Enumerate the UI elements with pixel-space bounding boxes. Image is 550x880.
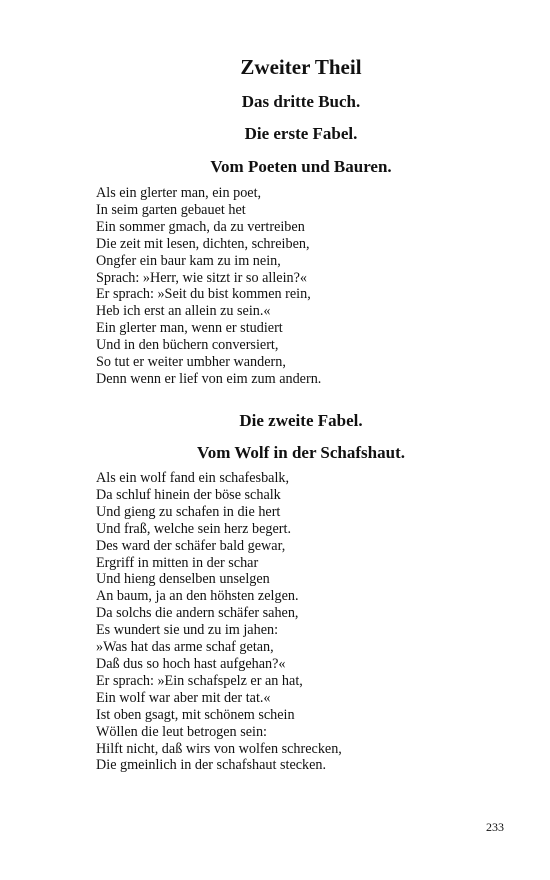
verse-line: Er sprach: »Ein schafspelz er an hat, — [96, 672, 303, 689]
verse-line: Des ward der schäfer bald gewar, — [96, 537, 286, 554]
verse-line: Als ein wolf fand ein schafesbalk, — [96, 470, 290, 486]
fable-2-number: Die zweite Fabel. — [239, 411, 363, 430]
verse-line: »Was hat das arme schaf getan, — [96, 639, 274, 656]
verse-line: Die zeit mit lesen, dichten, schreiben, — [96, 235, 310, 252]
verse-line: Da schluf hinein der böse schalk — [96, 486, 281, 503]
verse-line: Und fraß, welche sein herz begert. — [96, 520, 291, 537]
verse-line: Er sprach: »Seit du bist kommen rein, — [96, 286, 311, 303]
verse-line: Als ein glerter man, ein poet, — [96, 185, 262, 201]
fable-1-number: Die erste Fabel. — [244, 124, 358, 143]
verse-line: Ein wolf war aber mit der tat.« — [96, 689, 271, 706]
fable-1-verse — [96, 185, 321, 388]
verse-line: Ist oben gsagt, mit schönem schein — [96, 706, 295, 723]
verse-line: Und gieng zu schafen in die hert — [96, 503, 281, 520]
verse-line: An baum, ja an den höhsten zelgen. — [96, 588, 299, 605]
verse-line: Ergriff in mitten in der schar — [96, 554, 259, 571]
verse-line: Ongfer ein baur kam zu im nein, — [96, 252, 281, 269]
page-number: 233 — [486, 820, 504, 834]
verse-line: Heb ich erst an allein zu sein.« — [96, 303, 271, 320]
verse-line: Und hieng denselben unselgen — [96, 571, 270, 588]
verse-line: Ein glerter man, wenn er studiert — [96, 320, 283, 337]
verse-line: Die gmeinlich in der schafshaut stecken. — [96, 757, 327, 774]
part-title: Zweiter Theil — [240, 55, 362, 79]
verse-line: Da solchs die andern schäfer sahen, — [96, 605, 299, 622]
verse-line: Es wundert sie und zu im jahen: — [96, 622, 279, 639]
verse-line: Wöllen die leut betrogen sein: — [96, 723, 267, 740]
verse-line: Sprach: »Herr, wie sitzt ir so allein?« — [96, 269, 307, 286]
verse-line: Und in den büchern conversiert, — [96, 337, 279, 354]
verse-line: Ein sommer gmach, da zu vertreiben — [96, 218, 305, 235]
verse-line: Daß dus so hoch hast aufgehan?« — [96, 655, 286, 672]
fable-2-title: Vom Wolf in der Schafshaut. — [197, 443, 405, 462]
book-title: Das dritte Buch. — [241, 92, 361, 111]
verse-line: So tut er weiter umbher wandern, — [96, 354, 286, 371]
verse-line: In seim garten gebauet het — [96, 201, 246, 218]
verse-line: Hilft nicht, daß wirs von wolfen schrecken, — [96, 740, 342, 757]
fable-1-title: Vom Poeten und Bauren. — [210, 157, 392, 176]
verse-line: Denn wenn er lief von eim zum andern. — [96, 370, 322, 387]
fable-2-verse — [96, 470, 342, 774]
